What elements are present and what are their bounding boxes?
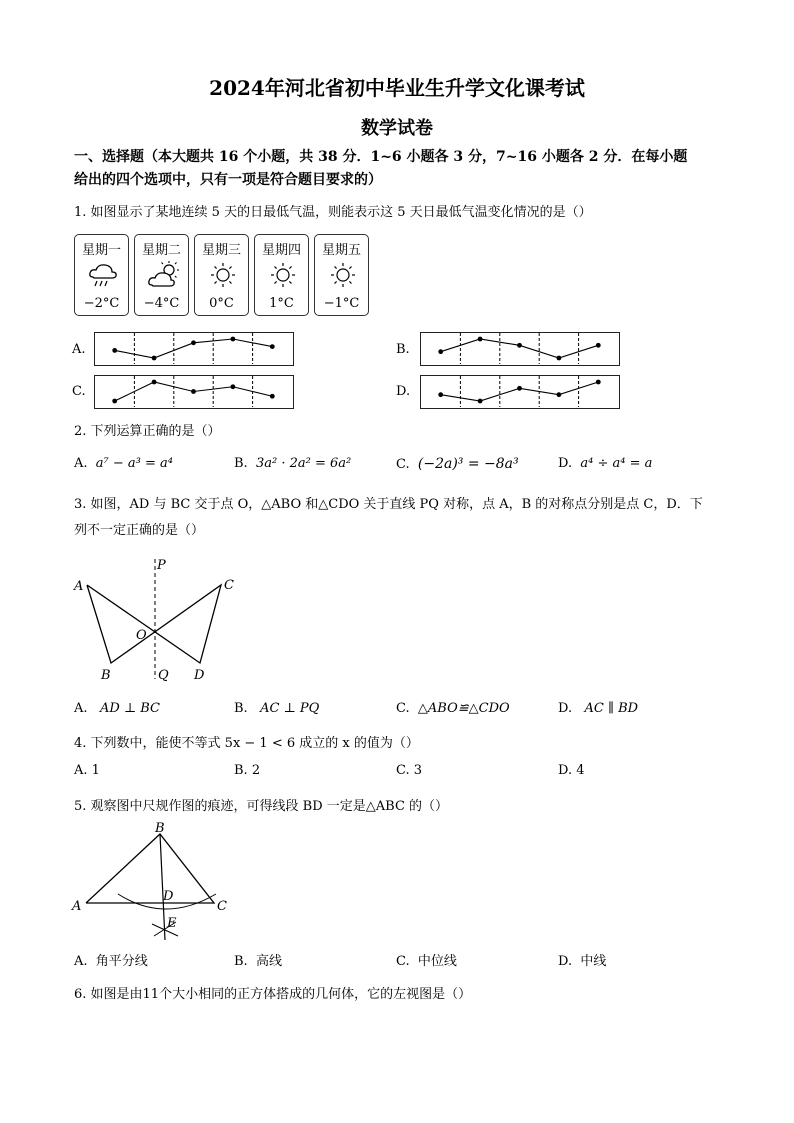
point-a-label: A [74,579,84,594]
option-text: 中线 [580,954,607,969]
weather-card-2 [134,234,189,316]
data-point [231,337,236,342]
option-label: A. [74,456,88,471]
option-text: 1 [91,763,100,778]
option-label: A. [74,701,88,716]
option-label: C. [396,457,410,472]
data-point [596,343,601,348]
q1-option-chart-a [94,332,294,366]
q4-option-a [74,763,100,778]
point-q-label: Q [158,668,169,683]
option-label: C. [396,701,410,716]
option-text: AC ∥ BD [584,701,639,716]
q1-option-chart-c [94,375,294,409]
q3-option-a [74,701,160,716]
q5-option-d [558,950,606,969]
point-b-label: B [101,668,111,683]
weather-temp: 1°C [269,296,294,311]
option-label: B. [234,954,248,969]
option-text: (−2a)³ = −8a³ [417,456,519,472]
option-label: A. [74,763,88,778]
triangle-abc [86,834,214,903]
q3-stem-line1: 3. 如图，AD 与 BC 交于点 O，△ABO 和△CDO 关于直线 PQ 对称，点 A，B 的对称点分别是点 C，D．下 [74,497,703,512]
sun-icon [327,261,359,289]
q3-figure [72,555,252,685]
option-text: 角平分线 [95,954,148,969]
option-text: 3 [413,763,423,778]
weather-day: 星期四 [261,243,301,258]
q3-option-c [396,701,510,716]
q5-option-b [234,950,282,969]
point-c-label: C [224,578,234,593]
option-text: 4 [576,763,585,778]
point-d-label: D [163,889,174,904]
data-point [112,399,117,404]
q2-stem: 2. 下列运算正确的是（） [74,424,221,439]
q1-option-label-a: A. [72,342,86,357]
option-label: A. [74,954,88,969]
series-line [441,382,599,401]
q5-option-c [396,950,457,969]
weather-card-5 [314,234,369,316]
option-text: a⁴ ÷ a⁴ = a [580,456,653,471]
weather-day: 星期五 [321,243,361,258]
exam-title: 2024年河北省初中毕业生升学文化课考试 [209,76,585,100]
option-label: B. [234,701,248,716]
weather-temp: −2°C [83,296,120,311]
point-o-label: O [136,628,147,643]
q2-option-a [74,456,173,471]
data-point [557,392,562,397]
option-text: AC ⊥ PQ [260,701,320,716]
data-point [152,356,157,361]
option-line-chart [421,333,618,364]
point-b-label: B [155,821,165,836]
option-line-chart [421,376,618,407]
data-point [438,349,443,354]
q1-option-chart-d [420,375,620,409]
section-heading-line2: 给出的四个选项中，只有一项是符合题目要求的） [74,172,382,188]
q5-stem: 5. 观察图中尺规作图的痕迹，可得线段 BD 一定是△ABC 的（） [74,799,449,814]
q4-option-b [234,763,260,778]
option-label: D. [558,456,573,471]
q2-option-d [558,456,652,471]
option-label: D. [558,763,573,778]
option-label: D. [558,701,573,716]
weather-temp: −1°C [323,296,360,311]
sun-icon [267,261,299,289]
data-point [191,340,196,345]
weather-day: 星期二 [141,243,181,258]
construction-line-be [160,834,165,940]
data-point [517,386,522,391]
option-line-chart [95,376,292,407]
option-text: 高线 [255,954,282,969]
q1-option-chart-b [420,332,620,366]
weather-card-4 [254,234,309,316]
option-label: C. [396,763,410,778]
option-text: a⁷ − a³ = a⁴ [95,456,173,471]
weather-temp: −4°C [143,296,180,311]
data-point [191,389,196,394]
weather-temp: 0°C [209,296,234,311]
weather-day: 星期三 [201,243,241,258]
point-d-label: D [194,668,205,683]
q4-option-c [396,763,422,778]
data-point [270,394,275,399]
series-line [441,339,599,358]
point-a-label: A [72,899,82,914]
data-point [517,343,522,348]
section-heading-line1: 一、选择题（本大题共 16 个小题，共 38 分．1~6 小题各 3 分，7~16 小题各 2 分．在每小题 [74,149,688,165]
option-text: 中位线 [417,954,457,969]
q4-option-d [558,763,585,778]
rain-cloud-icon [87,261,119,289]
option-text: 3a² · 2a² = 6a² [255,456,352,471]
sun-cloud-icon [147,261,181,289]
option-label: D. [558,954,573,969]
sun-icon [207,261,239,289]
data-point [112,348,117,353]
data-point [152,380,157,385]
exam-subtitle: 数学试卷 [361,118,433,139]
option-label: C. [396,954,410,969]
data-point [438,392,443,397]
q1-option-label-b: B. [396,342,410,357]
q5-figure [70,818,240,943]
q5-option-a [74,950,148,969]
point-e-label: E [167,916,177,931]
weather-card-1 [74,234,129,316]
option-text: △ABO≌△CDO [417,701,510,716]
q1-option-label-c: C. [72,384,86,399]
q1-stem: 1. 如图显示了某地连续 5 天的日最低气温，则能表示这 5 天日最低气温变化情况的是（） [74,205,592,220]
section-heading [74,146,734,192]
weather-day: 星期一 [81,243,121,258]
point-c-label: C [217,899,227,914]
q3-option-d [558,701,638,716]
data-point [557,356,562,361]
q3-option-b [234,701,319,716]
data-point [478,399,483,404]
q4-stem: 4. 下列数中，能使不等式 5x − 1 < 6 成立的 x 的值为（） [74,736,419,751]
q6-stem: 6. 如图是由11个大小相同的正方体搭成的几何体，它的左视图是（） [74,987,472,1002]
option-text: 2 [251,763,261,778]
data-point [270,344,275,349]
weather-card-3 [194,234,249,316]
q3-stem [74,492,744,544]
q2-option-c [396,456,519,472]
data-point [231,384,236,389]
data-point [596,380,601,385]
q3-stem-line2: 列不一定正确的是（） [74,523,205,538]
option-text: AD ⊥ BC [99,701,160,716]
data-point [478,337,483,342]
q2-option-b [234,456,351,471]
option-label: B. [234,456,248,471]
option-line-chart [95,333,292,364]
point-p-label: P [157,558,166,573]
option-label: B. [234,763,248,778]
q1-option-label-d: D. [396,384,411,399]
bowtie-triangles [87,585,221,663]
